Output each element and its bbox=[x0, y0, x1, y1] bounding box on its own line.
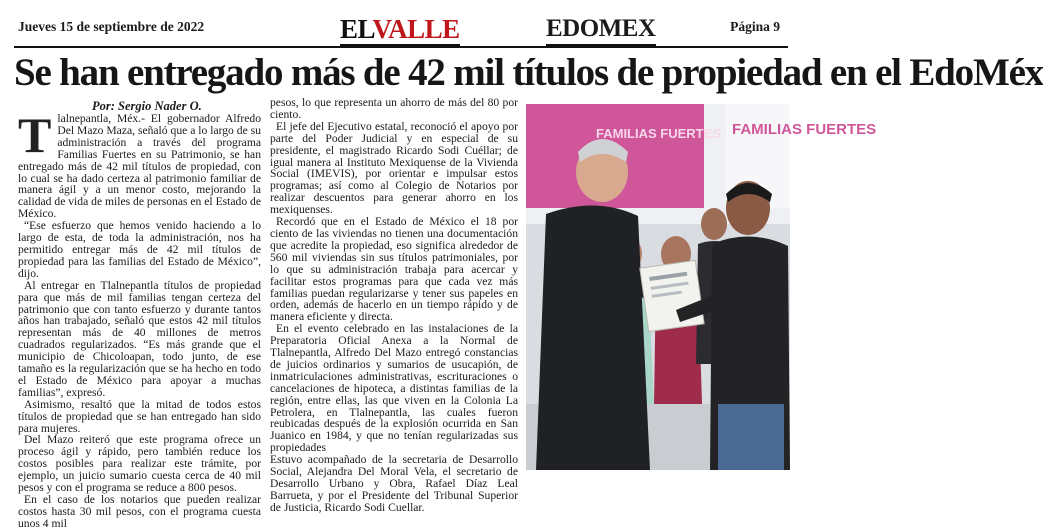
paragraph: El jefe del Ejecutivo estatal, reconoció el apoyo por parte del Poder Judicial y en especial de su presidente, el magistrado Ricardo Sodi Cuéllar; de igual manera al Instituto Mexiquense de la Vivienda Social (IMEVIS), por orientar e impulsar estos programas; así como al Colegio de Notarios por realizar descuentos para generar ahorro en los mexiquenses. bbox=[270, 119, 518, 217]
paragraph: Del Mazo reiteró que este programa ofrece un proceso ágil y rápido, pero también reduce los costos posibles para realizar este trámite, por ejemplo, un juicio sumario cuesta cerca de 40 mil pesos y con el programa se reduce a 800 pesos. bbox=[18, 433, 261, 495]
logo-el: EL bbox=[340, 14, 373, 44]
photo-illustration bbox=[526, 104, 877, 470]
paragraph: Recordó que en el Estado de México el 18 por ciento de las viviendas no tienen una documentación que acredite la propiedad, eso significa alrededor de 560 mil viviendas sin sus títulos patrimoniales, por lo que su administración trabaja para acercar y facilitar estos programas para que cada vez más familias puedan regularizarse y tener sus papeles en orden, además de hacerlo en un tiempo rápido y de manera eficiente y directa. bbox=[270, 215, 518, 324]
paragraph: “Ese esfuerzo que hemos venido haciendo a lo largo de esta, de toda la administración, nos ha permitido entregar más de 42 mil títulos de propiedad para las familias del Estado de México”, dijo. bbox=[18, 219, 261, 280]
banner-text: FAMILIAS FUERTES bbox=[596, 126, 721, 141]
paragraph: Al entregar en Tlalnepantla títulos de propiedad para que más de mil familias tengan certeza del patrimonio que con tanto esfuerzo y durante tantos años han trabajado, señaló que estos 42 mil títulos representan más de 40 millones de metros cuadrados regularizados. “Es más grande que el municipio de Chicoloapan, todo junto, de ese tamaño es la regularización que se ha hecho en todo el Estado de México para apoyar a muchas familias”, expresó. bbox=[18, 278, 261, 399]
page-number: Página 9 bbox=[730, 19, 780, 34]
newspaper-logo bbox=[340, 14, 460, 44]
paragraph: En el evento celebrado en las instalaciones de la Preparatoria Oficial Anexa a la Normal de Tlalnepantla, Alfredo Del Mazo entregó constancias de juicios ordinarios y sumarios de usucapión, de inmatriculaciones administrativas, escrituraciones o cancelaciones de hipoteca, a distintas familias de la región, entre ellas, las que viven en la Colonia La Petrolera, en Tlalnepantla, las cuales fueron reubicadas después de la explosión ocurrida en San Juanico en 1984, y que no tenían regularizadas sus propiedades bbox=[270, 322, 518, 455]
figure-left bbox=[536, 205, 650, 470]
paragraph: En el caso de los notarios que pueden realizar costos hasta 30 mil pesos, con el programa cuesta unos 4 mil bbox=[18, 493, 261, 530]
issue-date: Jueves 15 de septiembre de 2022 bbox=[18, 19, 205, 34]
article-column-1 bbox=[18, 107, 261, 530]
paragraph: pesos, lo que representa un ahorro de más del 80 por ciento. bbox=[270, 96, 518, 121]
headline: Se han entregado más de 42 mil títulos de propiedad en el EdoMéx bbox=[14, 51, 1043, 94]
masthead bbox=[0, 0, 802, 46]
banner-text-right: FAMILIAS FUERTES bbox=[732, 121, 877, 138]
header-rule bbox=[14, 46, 788, 48]
certificate bbox=[640, 260, 704, 331]
article-column-2 bbox=[270, 96, 518, 514]
paragraph: lalnepantla, Méx.- El gobernador Alfredo Del Mazo Maza, señaló que a lo largo de su administración a través del programa Familias Fuertes en su Patrimonio, se han entregado más de 42 mil títulos de propiedad, con lo cual se ha dado certeza al patrimonio familiar de manera ágil y a un menor costo, mejorando la calidad de vida de miles de personas en el Estado de México. bbox=[18, 112, 261, 221]
logo-valle: VALLE bbox=[372, 14, 460, 44]
paragraph: Estuvo acompañado de la secretaria de Desarrollo Social, Alejandra Del Moral Vela, el secretario de Desarrollo Urbano y Obra, Rafael Díaz Leal Barrueta, y por el Presidente del Tribunal Superior de Justicia, Ricardo Sodi Cuellar. bbox=[270, 453, 518, 514]
byline: Por: Sergio Nader O. bbox=[92, 99, 202, 113]
section-name bbox=[546, 14, 656, 44]
paragraph: Asimismo, resaltó que la mitad de todos estos títulos de propiedad que se han entregado han sido para mujeres. bbox=[18, 397, 261, 435]
article-photo bbox=[526, 104, 877, 470]
drop-cap: T bbox=[18, 107, 52, 163]
section-label: EDOMEX bbox=[546, 15, 656, 42]
